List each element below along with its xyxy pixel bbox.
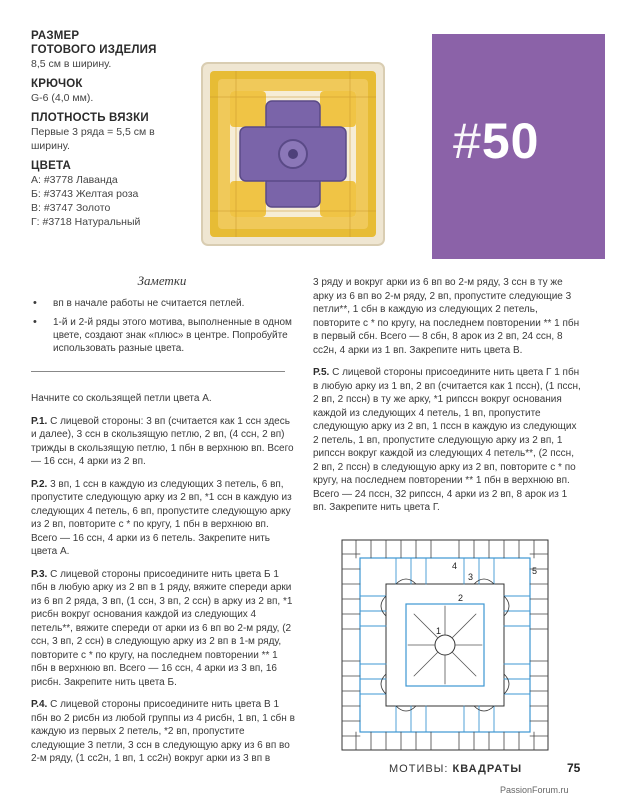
row-4-label: Р.4.: [31, 699, 48, 710]
page-number: 75: [567, 761, 581, 775]
spec-hook-value: G-6 (4,0 мм).: [31, 92, 94, 104]
note-item: • 1-й и 2-й ряды этого мотива, выполненные в одном цвете, создают знак «плюс» в центре. Попробуйте использовать разные цвета.: [31, 316, 293, 355]
pattern-number: [453, 112, 539, 170]
spec-size-value: 8,5 см в ширину.: [31, 58, 112, 70]
notes-title: Заметки: [137, 273, 187, 288]
row-3-text: С лицевой стороны присоедините нить цвета Б 1 пбн в любую арку из 2 вп в 1 ряду, вяжите спереди арки из 6 вп 2 ряда, 3 вп, (1 ссн, 3 вп, 2 ссн) в арку из 2 вп, *1 рисбн вокруг основания каждой из следующих 4 петель**, вяжите спереди от арки из 6 вп во 2-м ряду, (2 ссн, 3 вп, 2 ссн) в следующую арку из 2 вп в 1-м ряду, повторите с * по кругу, на последнем повторении ** 1 пбн в верхнюю вп. Всего — 16 ссн, 4 арки из 3 вп, 16 рисбн. Закрепите нить цвета Б.: [31, 568, 293, 688]
row-2-text: 3 вп, 1 ссн в каждую из следующих 3 петель, 6 вп, пропустите следующую арку из 2 вп, *1 ссн в каждую из следующих 4 петель, 6 вп, пропустите следующую арку из 2 вп, повторите с * по кругу, 1 пбн в верхнюю вп. Всего — 16 ссн, 4 арки из 6 петель. Закрепите нить цвета А.: [31, 478, 292, 557]
note-item: • вп в начале работы не считается петлей.: [31, 297, 293, 310]
spec-colors-heading: ЦВЕТА: [31, 160, 71, 172]
row-4-text: С лицевой стороны присоедините нить цвета В 1 пбн во 2 рисбн из любой группы из 4 рисбн, 1 вп, 1 сбн в каждую из первых 2 петель, *2 вп, пропустите следующие 3 петли, 3 ссн в следующую арку из 6 вп во 2-м ряду, (1 сс2н, 1 вп, 1 сс2н) вокруг арки из 3 вп в: [31, 699, 295, 764]
notes-section: [31, 274, 293, 361]
row-2-instruction: [31, 478, 297, 559]
row-1-label: Р.1.: [31, 415, 48, 427]
spec-gauge-value-2: ширину.: [31, 140, 70, 152]
spec-gauge-heading: ПЛОТНОСТЬ ВЯЗКИ: [31, 112, 149, 124]
intro-text: Начните со скользящей петли цвета А.: [31, 393, 212, 404]
pattern-number-hash: #: [453, 113, 482, 169]
row-3-instruction: [31, 568, 297, 690]
chart-label-3: 3: [468, 572, 474, 582]
row-5-text: С лицевой стороны присоедините нить цвета Г 1 пбн в любую арку из 1 вп, 2 вп (считается как 1 пссн), (1 пссн, 2 вп, 2 пссн) в ту же арку, *1 рипссн вокруг основания каждой из следующих 4 петель, 1 вп, пропустите следующую арку из 2 вп, 1 пссн в каждую из следующих 2 петель, 1 вп, пропустите следующую арку из 2 вп, 1 рипссн вокруг каждой из следующих 4 петель**, (2 пссн, 2 вп, 2 пссн) в следующую арку из 2 вп, повторите с * по кругу, на последнем повторении ** 1 пбн в верхнюю вп. Всего — 24 пссн, 32 рипссн, 4 арки из 2 вп, 8 арок из 1 вп. Закрепите нить цвета Г.: [313, 367, 581, 513]
specs-panel: [31, 29, 196, 229]
footer-section-title: [389, 763, 522, 775]
color-v: В: #3747 Золото: [31, 202, 111, 214]
footer-title: КВАДРАТЫ: [452, 763, 523, 775]
chart-label-2: 2: [458, 593, 464, 603]
instructions-right-column: [313, 276, 581, 524]
watermark: PassionForum.ru: [500, 785, 569, 795]
chart-label-1: 1: [436, 626, 442, 636]
spec-hook-heading: КРЮЧОК: [31, 78, 83, 90]
divider: [31, 371, 285, 372]
row-1-instruction: [31, 415, 297, 469]
row-2-label: Р.2.: [31, 478, 48, 490]
crochet-chart: [336, 534, 554, 756]
spec-size-heading: РАЗМЕР ГОТОВОГО ИЗДЕЛИЯ: [31, 30, 157, 56]
instructions-left-column: [31, 392, 297, 775]
row-4-continued: 3 ряду и вокруг арки из 6 вп во 2-м ряду, 3 ссн в ту же арку из 6 вп во 2-м ряду, 2 вп, пропустите следующие 3 петли**, 1 сбн в каждую из следующих 2 петель, повторите с * по кругу, на последнем повторении ** 1 пбн в первый сбн. Всего — 8 сбн, 8 арок из 2 вп, 24 ссн, 8 сс2н, 4 арки из 1 вп. Закрепите нить цвета В.: [313, 277, 580, 356]
color-g: Г: #3718 Натуральный: [31, 216, 141, 228]
chart-label-5: 5: [532, 566, 538, 576]
color-a: А: #3778 Лаванда: [31, 174, 118, 186]
chart-label-4: 4: [452, 561, 458, 571]
spec-gauge-value-1: Первые 3 ряда = 5,5 см в: [31, 126, 155, 138]
pattern-number-value: 50: [481, 113, 540, 169]
row-5-instruction: [313, 366, 581, 515]
row-4-instruction: [31, 698, 297, 766]
row-5-label: Р.5.: [313, 367, 330, 378]
color-b: Б: #3743 Желтая роза: [31, 188, 139, 200]
footer-section: МОТИВЫ:: [389, 763, 449, 775]
motif-photo: [196, 57, 390, 251]
row-3-label: Р.3.: [31, 568, 48, 580]
row-1-text: С лицевой стороны: 3 вп (считается как 1 ссн здесь и далее), 3 ссн в скользящую петлю, 2 вп, (4 ссн, 2 вп) трижды в скользящую петлю, 1 пбн в верхнюю вп. Всего — 16 ссн, 4 арки из 2 вп.: [31, 415, 294, 467]
